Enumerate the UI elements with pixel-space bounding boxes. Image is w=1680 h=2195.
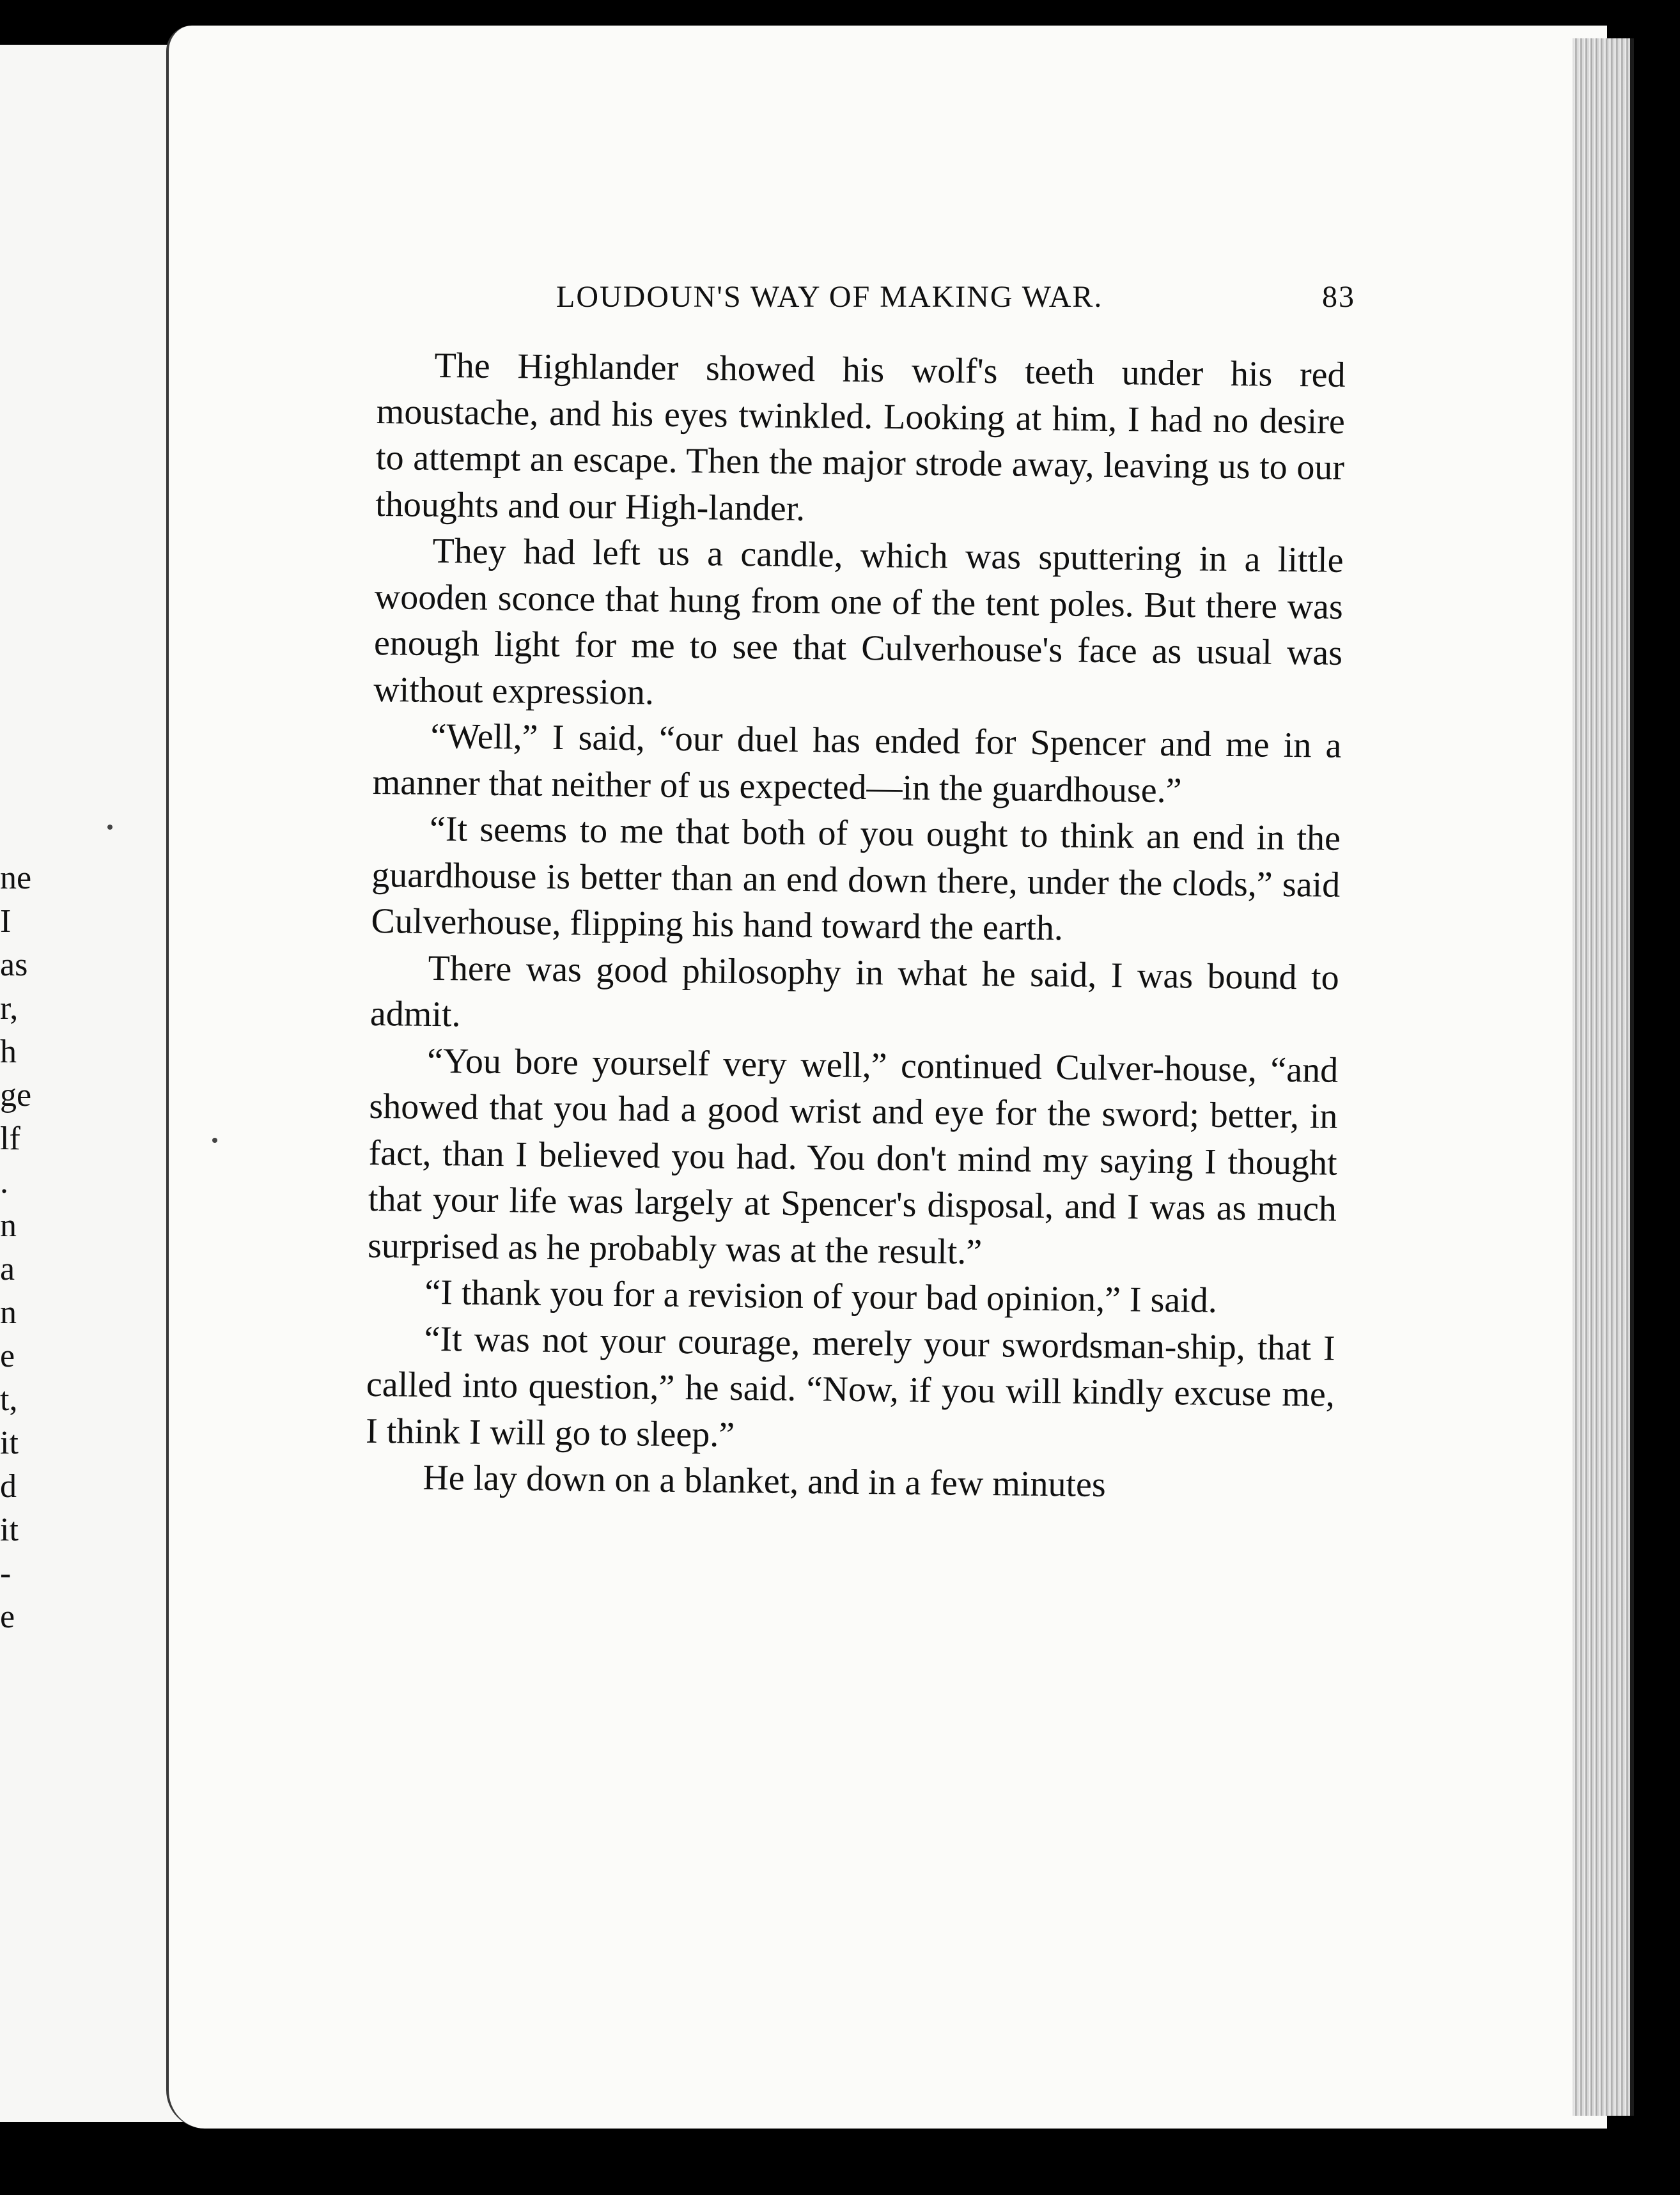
running-head-title: LOUDOUN'S WAY OF MAKING WAR. — [556, 280, 1103, 314]
page-number: 83 — [1322, 280, 1355, 314]
paragraph: The Highlander showed his wolf's teeth under his red moustache, and his eyes twinkled. Looking at him, I had no desire to attempt an escape. Then the major strode away, leaving us to our thoughts and our High-lander. — [375, 345, 1346, 529]
paragraph: There was good philosophy in what he said, I was bound to admit. — [369, 948, 1339, 1035]
line-fragment: n — [0, 1294, 17, 1331]
line-fragment: lf — [0, 1121, 20, 1157]
ink-speck — [107, 825, 113, 830]
line-fragment: ge — [0, 1077, 32, 1113]
paragraph: He lay down on a blanket, and in a few minutes — [423, 1457, 1107, 1505]
line-fragment: . — [0, 1164, 8, 1200]
paragraph: They had left us a candle, which was sputtering in a little wooden sconce that hung from one of the tent poles. But there was enough light for me to see that Culverhouse's face as usual was without expression. — [373, 531, 1344, 713]
previous-page-line-fragments — [0, 857, 51, 1639]
paragraph: “It seems to me that both of you ought to think an end in the guardhouse is better than an end down there, under the clods,” said Culverhouse, flipping his hand toward the earth. — [371, 809, 1341, 949]
line-fragment: - — [0, 1555, 12, 1592]
line-fragment: e — [0, 1338, 15, 1374]
line-fragment: e — [0, 1599, 15, 1635]
paragraph: “Well,” I said, “our duel has ended for Spencer and me in a manner that neither of us expected—in the guardhouse.” — [372, 716, 1342, 811]
body-text — [365, 342, 1346, 1510]
line-fragment: it — [0, 1512, 19, 1548]
running-head — [556, 275, 1355, 320]
line-fragment: h — [0, 1034, 17, 1070]
line-fragment: n — [0, 1207, 17, 1244]
line-fragment: it — [0, 1425, 19, 1461]
line-fragment: a — [0, 1251, 15, 1287]
paragraph: “I thank you for a revision of your bad opinion,” I said. — [424, 1272, 1218, 1321]
paragraph: “It was not your courage, merely your swordsman-ship, that I called into question,” he said. “Now, if you will kindly excuse me, I think I will go to sleep.” — [365, 1319, 1335, 1455]
line-fragment: I — [0, 903, 12, 940]
paragraph: “You bore yourself very well,” continued Culver-house, “and showed that you had a good wrist and eye for the sword; better, in fact, than I believed you had. You don't mind my saying I thought that your life was largely at Spencer's disposal, and I was as much surprised as he probably was at the result.” — [367, 1041, 1339, 1272]
line-fragment: as — [0, 947, 28, 983]
line-fragment: r, — [0, 990, 19, 1027]
ink-speck — [212, 1138, 217, 1143]
line-fragment: ne — [0, 860, 32, 896]
page-block-edge — [1573, 38, 1634, 2116]
line-fragment: d — [0, 1468, 17, 1505]
line-fragment: t, — [0, 1381, 18, 1418]
